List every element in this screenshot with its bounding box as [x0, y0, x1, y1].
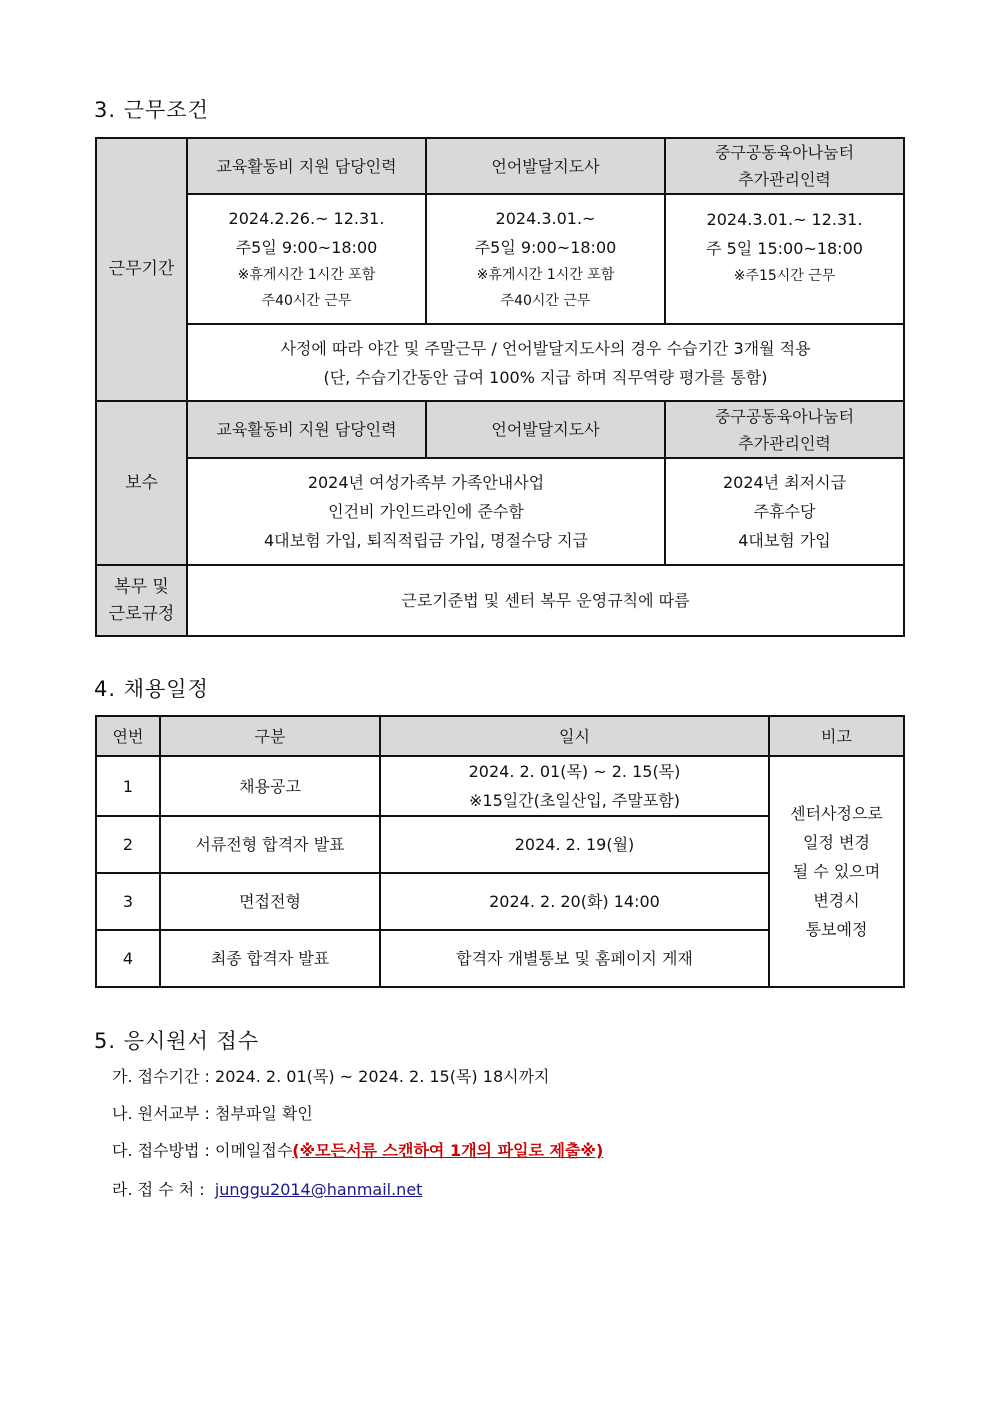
period-edu-staff — [187, 194, 426, 324]
pay-left-line2: 인건비 가인드라인에 준수함 — [328, 502, 524, 521]
row-date-line2: ※15일간(초일산입, 주말포함) — [469, 791, 680, 810]
remark-line1: 센터사정으로 — [790, 804, 883, 823]
row-date: 합격자 개별통보 및 홈페이지 게재 — [380, 930, 769, 987]
apply-period: 가. 접수기간 : 2024. 2. 01(목) ~ 2024. 2. 15(목) 18시까지 — [112, 1067, 550, 1086]
period-nanum-hours: 주 5일 15:00~18:00 — [706, 239, 863, 258]
remark-line2: 일정 변경 — [803, 833, 870, 852]
work-conditions-table — [95, 137, 905, 637]
pay-header-nanum-line1: 중구공동육아나눔터 — [714, 406, 855, 426]
period-edu-weekly: 주40시간 근무 — [261, 293, 352, 309]
pay-right-line3: 4대보험 가입 — [738, 531, 831, 550]
period-note-line1: 사정에 따라 야간 및 주말근무 / 언어발달지도사의 경우 수습기간 3개월 적용 — [280, 338, 811, 358]
rules-text: 근로기준법 및 센터 복무 운영규칙에 따름 — [187, 565, 904, 636]
period-edu-date: 2024.2.26.~ 12.31. — [228, 209, 385, 228]
pay-left-line3: 4대보험 가입, 퇴직적립금 가입, 명절수당 지급 — [264, 531, 588, 550]
email-link[interactable]: junggu2014@hanmail.net — [214, 1180, 423, 1199]
remark-line4: 변경시 — [813, 891, 860, 910]
rules-label — [96, 565, 187, 636]
pay-header-edu-staff: 교육활동비 지원 담당인력 — [187, 401, 426, 458]
header-nanum-line2: 추가관리인력 — [738, 170, 831, 189]
row-no: 4 — [96, 930, 160, 987]
col-header-type: 구분 — [160, 716, 380, 756]
recruit-schedule-table — [95, 715, 905, 988]
period-label: 근무기간 — [96, 138, 187, 401]
col-header-date: 일시 — [380, 716, 769, 756]
pay-right-line2: 주휴수당 — [753, 502, 816, 521]
header-nanum-line1: 중구공동육아나눔터 — [714, 143, 855, 162]
pay-header-language-teacher: 언어발달지도사 — [426, 401, 665, 458]
period-lang-break: ※휴게시간 1시간 포함 — [476, 267, 615, 283]
apply-method-text: 다. 접수방법 : 이메일접수 — [112, 1141, 293, 1160]
period-nanum-staff — [665, 194, 904, 324]
header-edu-staff: 교육활동비 지원 담당인력 — [187, 138, 426, 194]
row-date-line1: 2024. 2. 01(목) ~ 2. 15(목) — [468, 762, 681, 781]
remark-line3: 될 수 있으며 — [792, 862, 881, 881]
row-type: 최종 합격자 발표 — [160, 930, 380, 987]
header-language-teacher: 언어발달지도사 — [426, 138, 665, 194]
row-date: 2024. 2. 19(월) — [380, 816, 769, 873]
period-note-line2: (단, 수습기간동안 급여 100% 지급 하며 직무역량 평가를 통함) — [323, 367, 768, 387]
pay-right-line1: 2024년 최저시급 — [722, 473, 847, 492]
rules-label-line1: 복무 및 — [114, 576, 169, 597]
period-nanum-date: 2024.3.01.~ 12.31. — [706, 210, 863, 229]
section-5-title: 5. 응시원서 접수 — [94, 1029, 260, 1053]
period-note — [187, 324, 904, 401]
section-4-title: 4. 채용일정 — [94, 677, 209, 701]
pay-label: 보수 — [96, 401, 187, 565]
apply-contact-label: 라. 접 수 처 : — [112, 1180, 215, 1199]
pay-left-line1: 2024년 여성가족부 가족안내사업 — [307, 473, 545, 492]
table-row — [96, 756, 904, 816]
period-edu-break: ※휴게시간 1시간 포함 — [237, 267, 376, 283]
form-distribution: 나. 원서교부 : 첨부파일 확인 — [112, 1104, 313, 1123]
col-header-remark: 비고 — [769, 716, 904, 756]
pay-header-nanum-line2: 추가관리인력 — [738, 433, 831, 453]
schedule-remark — [769, 756, 904, 987]
period-lang-hours: 주5일 9:00~18:00 — [474, 238, 617, 257]
row-no: 3 — [96, 873, 160, 930]
row-no: 1 — [96, 756, 160, 816]
row-type: 채용공고 — [160, 756, 380, 816]
row-date — [380, 756, 769, 816]
period-lang-weekly: 주40시간 근무 — [500, 293, 591, 309]
header-nanum-staff — [665, 138, 904, 194]
pay-header-nanum-staff — [665, 401, 904, 458]
row-type: 면접전형 — [160, 873, 380, 930]
col-header-no: 연번 — [96, 716, 160, 756]
period-language-teacher — [426, 194, 665, 324]
pay-edu-language — [187, 458, 665, 565]
rules-label-line2: 근로규정 — [108, 603, 175, 624]
row-type: 서류전형 합격자 발표 — [160, 816, 380, 873]
row-no: 2 — [96, 816, 160, 873]
row-date: 2024. 2. 20(화) 14:00 — [380, 873, 769, 930]
section-3-title: 3. 근무조건 — [94, 98, 209, 122]
pay-nanum-staff — [665, 458, 904, 565]
remark-line5: 통보예정 — [805, 920, 868, 939]
period-edu-hours: 주5일 9:00~18:00 — [235, 238, 378, 257]
period-nanum-weekly: ※주15시간 근무 — [733, 268, 836, 284]
apply-method-warning: (※모든서류 스캔하여 1개의 파일로 제출※) — [292, 1141, 604, 1160]
period-lang-date: 2024.3.01.~ — [495, 209, 596, 228]
apply-contact — [112, 1179, 422, 1201]
apply-method — [112, 1140, 603, 1162]
